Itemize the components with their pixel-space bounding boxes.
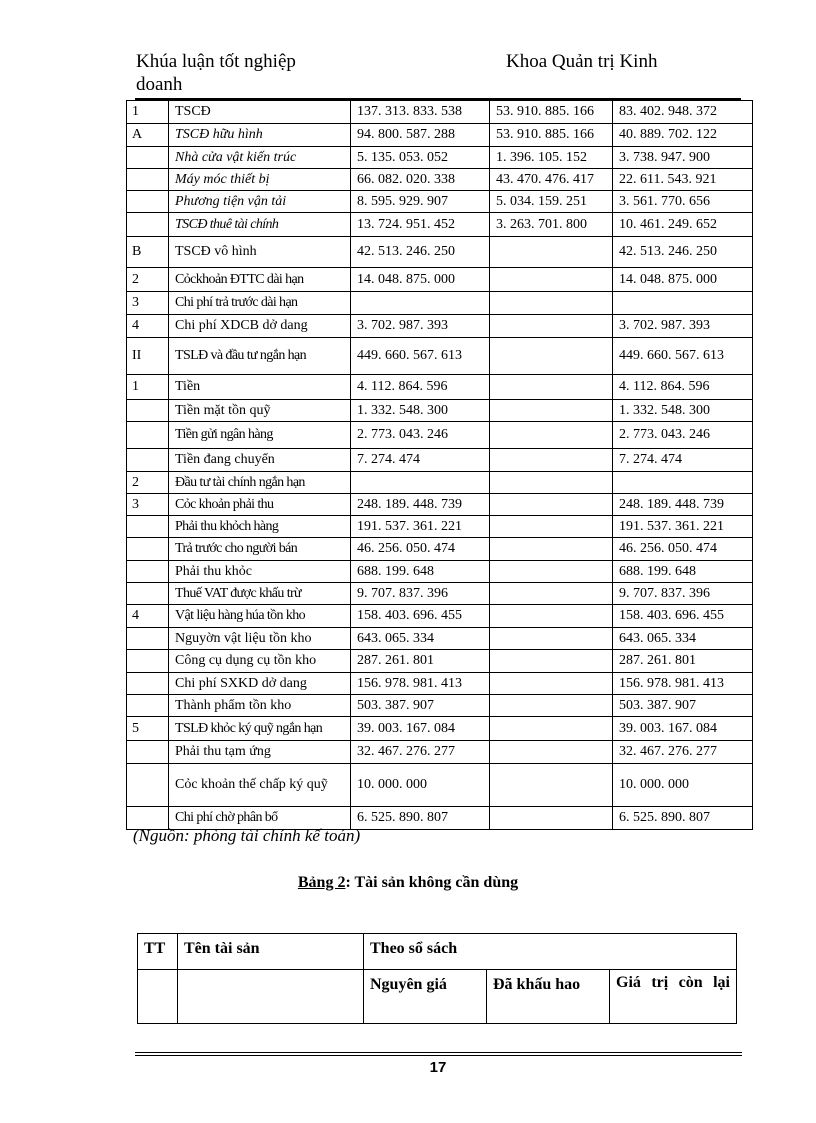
row-col3: 643. 065. 334 [613, 628, 753, 650]
row-col3: 7. 274. 474 [613, 449, 753, 472]
table-row [127, 169, 753, 191]
table-row [127, 695, 753, 717]
row-name: TSCĐ vô hình [169, 237, 351, 268]
row-col3: 14. 048. 875. 000 [613, 268, 753, 292]
row-col2 [490, 494, 613, 516]
row-name: Tiền mặt tồn quỹ [169, 400, 351, 422]
row-no [127, 213, 169, 237]
row-col1: 449. 660. 567. 613 [351, 338, 490, 375]
row-col2 [490, 516, 613, 538]
row-no: 5 [127, 717, 169, 741]
table-row [127, 605, 753, 628]
row-col1: 42. 513. 246. 250 [351, 237, 490, 268]
row-col2: 53. 910. 885. 166 [490, 124, 613, 147]
row-col3: 503. 387. 907 [613, 695, 753, 717]
empty-cell [138, 970, 178, 1024]
row-name: Máy móc thiết bị [169, 169, 351, 191]
row-col2 [490, 807, 613, 830]
table-row [127, 101, 753, 124]
row-name: TSLĐ khỏc ký quỹ ngắn hạn [169, 717, 351, 741]
row-no [127, 650, 169, 673]
row-col1: 643. 065. 334 [351, 628, 490, 650]
row-col1: 156. 978. 981. 413 [351, 673, 490, 695]
table2-title-suffix: : Tài sản không cần dùng [345, 874, 519, 891]
row-no [127, 147, 169, 169]
col-header-remaining-value: Giá trị còn lại [610, 970, 737, 1024]
row-no: 2 [127, 268, 169, 292]
row-no: II [127, 338, 169, 375]
row-name: Nguyờn vật liệu tồn kho [169, 628, 351, 650]
row-col3: 449. 660. 567. 613 [613, 338, 753, 375]
row-col2: 53. 910. 885. 166 [490, 101, 613, 124]
footer-rule-top [135, 1052, 742, 1053]
row-col1: 9. 707. 837. 396 [351, 583, 490, 605]
row-no [127, 516, 169, 538]
row-col1 [351, 472, 490, 494]
row-no [127, 695, 169, 717]
row-col3: 3. 702. 987. 393 [613, 315, 753, 338]
row-no [127, 449, 169, 472]
row-no: 2 [127, 472, 169, 494]
row-col1: 2. 773. 043. 246 [351, 422, 490, 449]
row-col3: 688. 199. 648 [613, 561, 753, 583]
row-col1: 248. 189. 448. 739 [351, 494, 490, 516]
table-row [127, 583, 753, 605]
table-row [127, 741, 753, 764]
row-col3: 248. 189. 448. 739 [613, 494, 753, 516]
header-left-line2: doanh [136, 74, 183, 95]
row-col3: 10. 461. 249. 652 [613, 213, 753, 237]
table-row [127, 315, 753, 338]
table-row [127, 292, 753, 315]
row-col3: 287. 261. 801 [613, 650, 753, 673]
row-name: Thành phẩm tồn kho [169, 695, 351, 717]
row-col3: 42. 513. 246. 250 [613, 237, 753, 268]
row-col3: 156. 978. 981. 413 [613, 673, 753, 695]
table-row [127, 628, 753, 650]
header-left-line1: Khúa luận tốt nghiệp [136, 51, 296, 72]
table-row [127, 472, 753, 494]
row-no: B [127, 237, 169, 268]
col-header-cost: Nguyên giá [364, 970, 487, 1024]
row-name: Chi phí XDCB dở dang [169, 315, 351, 338]
table-row [127, 516, 753, 538]
row-col2 [490, 449, 613, 472]
table-row [127, 237, 753, 268]
row-no [127, 169, 169, 191]
row-name: Nhà cửa vật kiến trúc [169, 147, 351, 169]
row-col2 [490, 338, 613, 375]
table-row [127, 494, 753, 516]
row-col2: 3. 263. 701. 800 [490, 213, 613, 237]
row-col2 [490, 650, 613, 673]
table-header-row [138, 970, 737, 1024]
row-no: 1 [127, 101, 169, 124]
row-name: Phải thu tạm ứng [169, 741, 351, 764]
row-col3: 83. 402. 948. 372 [613, 101, 753, 124]
row-col3: 158. 403. 696. 455 [613, 605, 753, 628]
row-col2 [490, 764, 613, 807]
row-col2 [490, 400, 613, 422]
row-no [127, 673, 169, 695]
row-col2 [490, 292, 613, 315]
row-col2: 1. 396. 105. 152 [490, 147, 613, 169]
row-col2 [490, 538, 613, 561]
row-col2 [490, 268, 613, 292]
row-col2 [490, 583, 613, 605]
row-col1: 13. 724. 951. 452 [351, 213, 490, 237]
row-name: Phải thu khỏch hàng [169, 516, 351, 538]
footer-rule-bottom [135, 1055, 742, 1056]
row-col2 [490, 741, 613, 764]
row-no [127, 422, 169, 449]
page-number: 17 [429, 1059, 447, 1076]
row-col3: 4. 112. 864. 596 [613, 375, 753, 400]
row-no: 1 [127, 375, 169, 400]
row-name: Tiền [169, 375, 351, 400]
row-col2 [490, 695, 613, 717]
col-header-name: Tên tài sản [178, 934, 364, 970]
table-row [127, 561, 753, 583]
row-no [127, 583, 169, 605]
row-col1: 32. 467. 276. 277 [351, 741, 490, 764]
row-col3: 1. 332. 548. 300 [613, 400, 753, 422]
row-col1: 287. 261. 801 [351, 650, 490, 673]
table-row [127, 213, 753, 237]
row-col1: 14. 048. 875. 000 [351, 268, 490, 292]
row-col1: 8. 595. 929. 907 [351, 191, 490, 213]
table-row [127, 673, 753, 695]
row-name: Thuế VAT được khấu trừ [169, 583, 351, 605]
row-col3: 39. 003. 167. 084 [613, 717, 753, 741]
row-col2 [490, 673, 613, 695]
row-col1 [351, 292, 490, 315]
row-name: Cỏc khoản thế chấp ký quỹ [169, 764, 351, 807]
row-name: Chi phí SXKD dở dang [169, 673, 351, 695]
row-name: Đầu tư tài chính ngắn hạn [169, 472, 351, 494]
row-col1: 7. 274. 474 [351, 449, 490, 472]
row-col3: 3. 561. 770. 656 [613, 191, 753, 213]
row-col2 [490, 237, 613, 268]
table-row [127, 191, 753, 213]
col-header-books: Theo sổ sách [364, 934, 737, 970]
row-col2 [490, 422, 613, 449]
row-col2 [490, 628, 613, 650]
row-name: Tiền gửi ngân hàng [169, 422, 351, 449]
row-col1: 66. 082. 020. 338 [351, 169, 490, 191]
row-name: TSCĐ [169, 101, 351, 124]
row-col1: 1. 332. 548. 300 [351, 400, 490, 422]
asset-table [126, 100, 753, 830]
row-no [127, 741, 169, 764]
table-row [127, 375, 753, 400]
col-header-tt: TT [138, 934, 178, 970]
row-col3: 40. 889. 702. 122 [613, 124, 753, 147]
empty-cell [178, 970, 364, 1024]
row-col3: 191. 537. 361. 221 [613, 516, 753, 538]
row-name: Chi phí chờ phân bổ [169, 807, 351, 830]
table-row [127, 538, 753, 561]
row-name: Tiền đang chuyển [169, 449, 351, 472]
row-name: Chi phí trả trước dài hạn [169, 292, 351, 315]
row-col1: 94. 800. 587. 288 [351, 124, 490, 147]
table-row [127, 147, 753, 169]
table2-title-prefix: Bảng 2 [297, 874, 346, 891]
row-col2 [490, 472, 613, 494]
table-row [127, 764, 753, 807]
row-col3: 3. 738. 947. 900 [613, 147, 753, 169]
row-col1: 158. 403. 696. 455 [351, 605, 490, 628]
source-note: (Nguồn: phòng tài chính kế toán) [133, 826, 361, 845]
row-no [127, 191, 169, 213]
table-row [127, 338, 753, 375]
unused-assets-table [137, 933, 737, 1024]
row-col2 [490, 717, 613, 741]
row-col1: 46. 256. 050. 474 [351, 538, 490, 561]
row-col1: 503. 387. 907 [351, 695, 490, 717]
row-col3: 2. 773. 043. 246 [613, 422, 753, 449]
table-header-row [138, 934, 737, 970]
table2-title [0, 874, 816, 892]
header-right: Khoa Quản trị Kinh [506, 51, 658, 72]
row-col1: 39. 003. 167. 084 [351, 717, 490, 741]
row-col3: 10. 000. 000 [613, 764, 753, 807]
row-col2 [490, 605, 613, 628]
row-name: Vật liệu hàng húa tồn kho [169, 605, 351, 628]
row-col1: 6. 525. 890. 807 [351, 807, 490, 830]
row-col2 [490, 315, 613, 338]
row-name: TSLĐ và đầu tư ngắn hạn [169, 338, 351, 375]
row-no: 3 [127, 292, 169, 315]
table-row [127, 650, 753, 673]
row-col2: 43. 470. 476. 417 [490, 169, 613, 191]
row-col3: 9. 707. 837. 396 [613, 583, 753, 605]
row-col1: 688. 199. 648 [351, 561, 490, 583]
row-no [127, 538, 169, 561]
table-row [127, 422, 753, 449]
row-name: TSCĐ hữu hình [169, 124, 351, 147]
row-name: TSCĐ thuê tài chính [169, 213, 351, 237]
row-no: 4 [127, 605, 169, 628]
row-col3: 32. 467. 276. 277 [613, 741, 753, 764]
row-col1: 137. 313. 833. 538 [351, 101, 490, 124]
row-name: Cỏckhoản ĐTTC dài hạn [169, 268, 351, 292]
row-no [127, 400, 169, 422]
row-name: Phương tiện vận tải [169, 191, 351, 213]
row-no [127, 561, 169, 583]
row-col3: 6. 525. 890. 807 [613, 807, 753, 830]
row-col2 [490, 561, 613, 583]
row-name: Trả trước cho người bán [169, 538, 351, 561]
row-name: Phải thu khỏc [169, 561, 351, 583]
header-left [136, 50, 296, 96]
table-row [127, 449, 753, 472]
row-col1: 10. 000. 000 [351, 764, 490, 807]
row-name: Công cụ dụng cụ tồn kho [169, 650, 351, 673]
table-row [127, 124, 753, 147]
row-no [127, 628, 169, 650]
row-col3 [613, 472, 753, 494]
row-col1: 5. 135. 053. 052 [351, 147, 490, 169]
row-no: 4 [127, 315, 169, 338]
col-header-depreciation: Đã khấu hao [487, 970, 610, 1024]
row-col3 [613, 292, 753, 315]
table-row [127, 717, 753, 741]
table-row [127, 268, 753, 292]
row-col2: 5. 034. 159. 251 [490, 191, 613, 213]
row-col1: 191. 537. 361. 221 [351, 516, 490, 538]
row-name: Cỏc khoản phải thu [169, 494, 351, 516]
row-no [127, 764, 169, 807]
row-no: 3 [127, 494, 169, 516]
row-no: A [127, 124, 169, 147]
table-row [127, 400, 753, 422]
row-col2 [490, 375, 613, 400]
row-col1: 3. 702. 987. 393 [351, 315, 490, 338]
row-col3: 22. 611. 543. 921 [613, 169, 753, 191]
row-col3: 46. 256. 050. 474 [613, 538, 753, 561]
row-col1: 4. 112. 864. 596 [351, 375, 490, 400]
